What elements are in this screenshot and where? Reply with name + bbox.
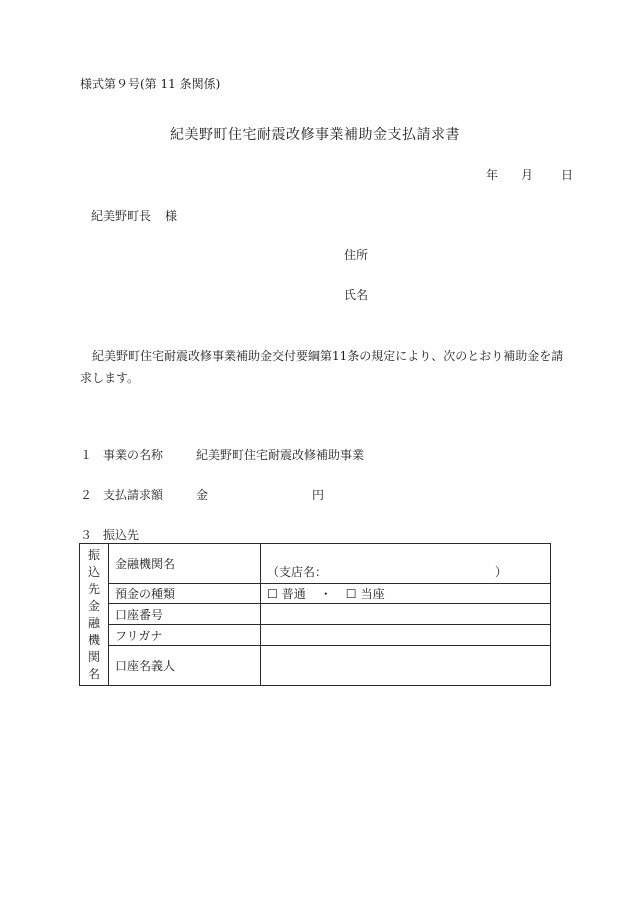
deposit-type-label: 預金の種類 xyxy=(109,584,261,604)
branch-close-paren: ） xyxy=(494,565,507,579)
item-transfer-destination xyxy=(80,526,139,543)
item-label: 事業の名称 xyxy=(103,448,164,462)
item-request-amount xyxy=(80,486,324,503)
account-holder-field[interactable] xyxy=(261,646,551,686)
addressee-name: 紀美野町長 xyxy=(91,209,152,223)
item-number: ２ xyxy=(80,488,93,502)
bank-account-table xyxy=(79,543,551,686)
addressee xyxy=(91,207,177,224)
request-body-text: 紀美野町住宅耐震改修事業補助金交付要綱第11条の規定により、次のとおり補助金を請求します。 xyxy=(80,349,564,385)
item-project-name xyxy=(80,446,364,463)
checkbox-current[interactable]: ☐ xyxy=(345,587,357,601)
amount-prefix: 金 xyxy=(196,488,209,502)
date-day-label: 日 xyxy=(561,168,574,182)
addressee-honorific: 様 xyxy=(165,209,178,223)
institution-label: 金融機関名 xyxy=(109,544,261,584)
side-label-char: 名 xyxy=(87,666,100,681)
account-number-label: 口座番号 xyxy=(109,604,261,625)
bank-side-label xyxy=(80,544,109,686)
item-label: 支払請求額 xyxy=(103,488,164,502)
table-row xyxy=(80,625,551,646)
checkbox-ordinary[interactable]: ☐ xyxy=(267,587,278,601)
date-year-label: 年 xyxy=(486,168,499,182)
document-title: 紀美野町住宅耐震改修事業補助金支払請求書 xyxy=(170,127,460,143)
name-label: 氏名 xyxy=(344,288,369,302)
project-name-value: 紀美野町住宅耐震改修補助事業 xyxy=(196,448,365,462)
deposit-type-field xyxy=(261,584,551,604)
institution-field[interactable] xyxy=(261,544,551,584)
side-label-char: 融 xyxy=(87,615,100,630)
address-label: 住所 xyxy=(344,248,369,262)
option-separator: ・ xyxy=(319,587,332,601)
side-label-char: 金 xyxy=(87,598,100,613)
side-label-char: 先 xyxy=(87,581,100,596)
branch-name-field xyxy=(267,563,507,580)
side-label-char: 振 xyxy=(87,547,100,562)
item-label: 振込先 xyxy=(103,528,140,542)
date-line xyxy=(486,166,573,183)
item-number: ３ xyxy=(80,528,93,542)
form-number: 様式第９号(第 11 条関係) xyxy=(80,77,221,91)
option-current-label: 当座 xyxy=(360,587,385,601)
table-row xyxy=(80,544,551,584)
furigana-field[interactable] xyxy=(261,625,551,646)
branch-open-label: （支店名： xyxy=(267,565,328,579)
account-number-field[interactable] xyxy=(261,604,551,625)
table-row xyxy=(80,584,551,604)
side-label-char: 関 xyxy=(87,649,100,664)
furigana-label: フリガナ xyxy=(109,625,261,646)
date-month-label: 月 xyxy=(521,168,534,182)
amount-suffix: 円 xyxy=(312,488,325,502)
option-ordinary-label: 普通 xyxy=(281,587,306,601)
side-label-char: 機 xyxy=(87,632,100,647)
table-row xyxy=(80,604,551,625)
side-label-char: 込 xyxy=(87,564,100,579)
account-holder-label: 口座名義人 xyxy=(109,646,261,686)
table-row xyxy=(80,646,551,686)
item-number: １ xyxy=(80,448,93,462)
